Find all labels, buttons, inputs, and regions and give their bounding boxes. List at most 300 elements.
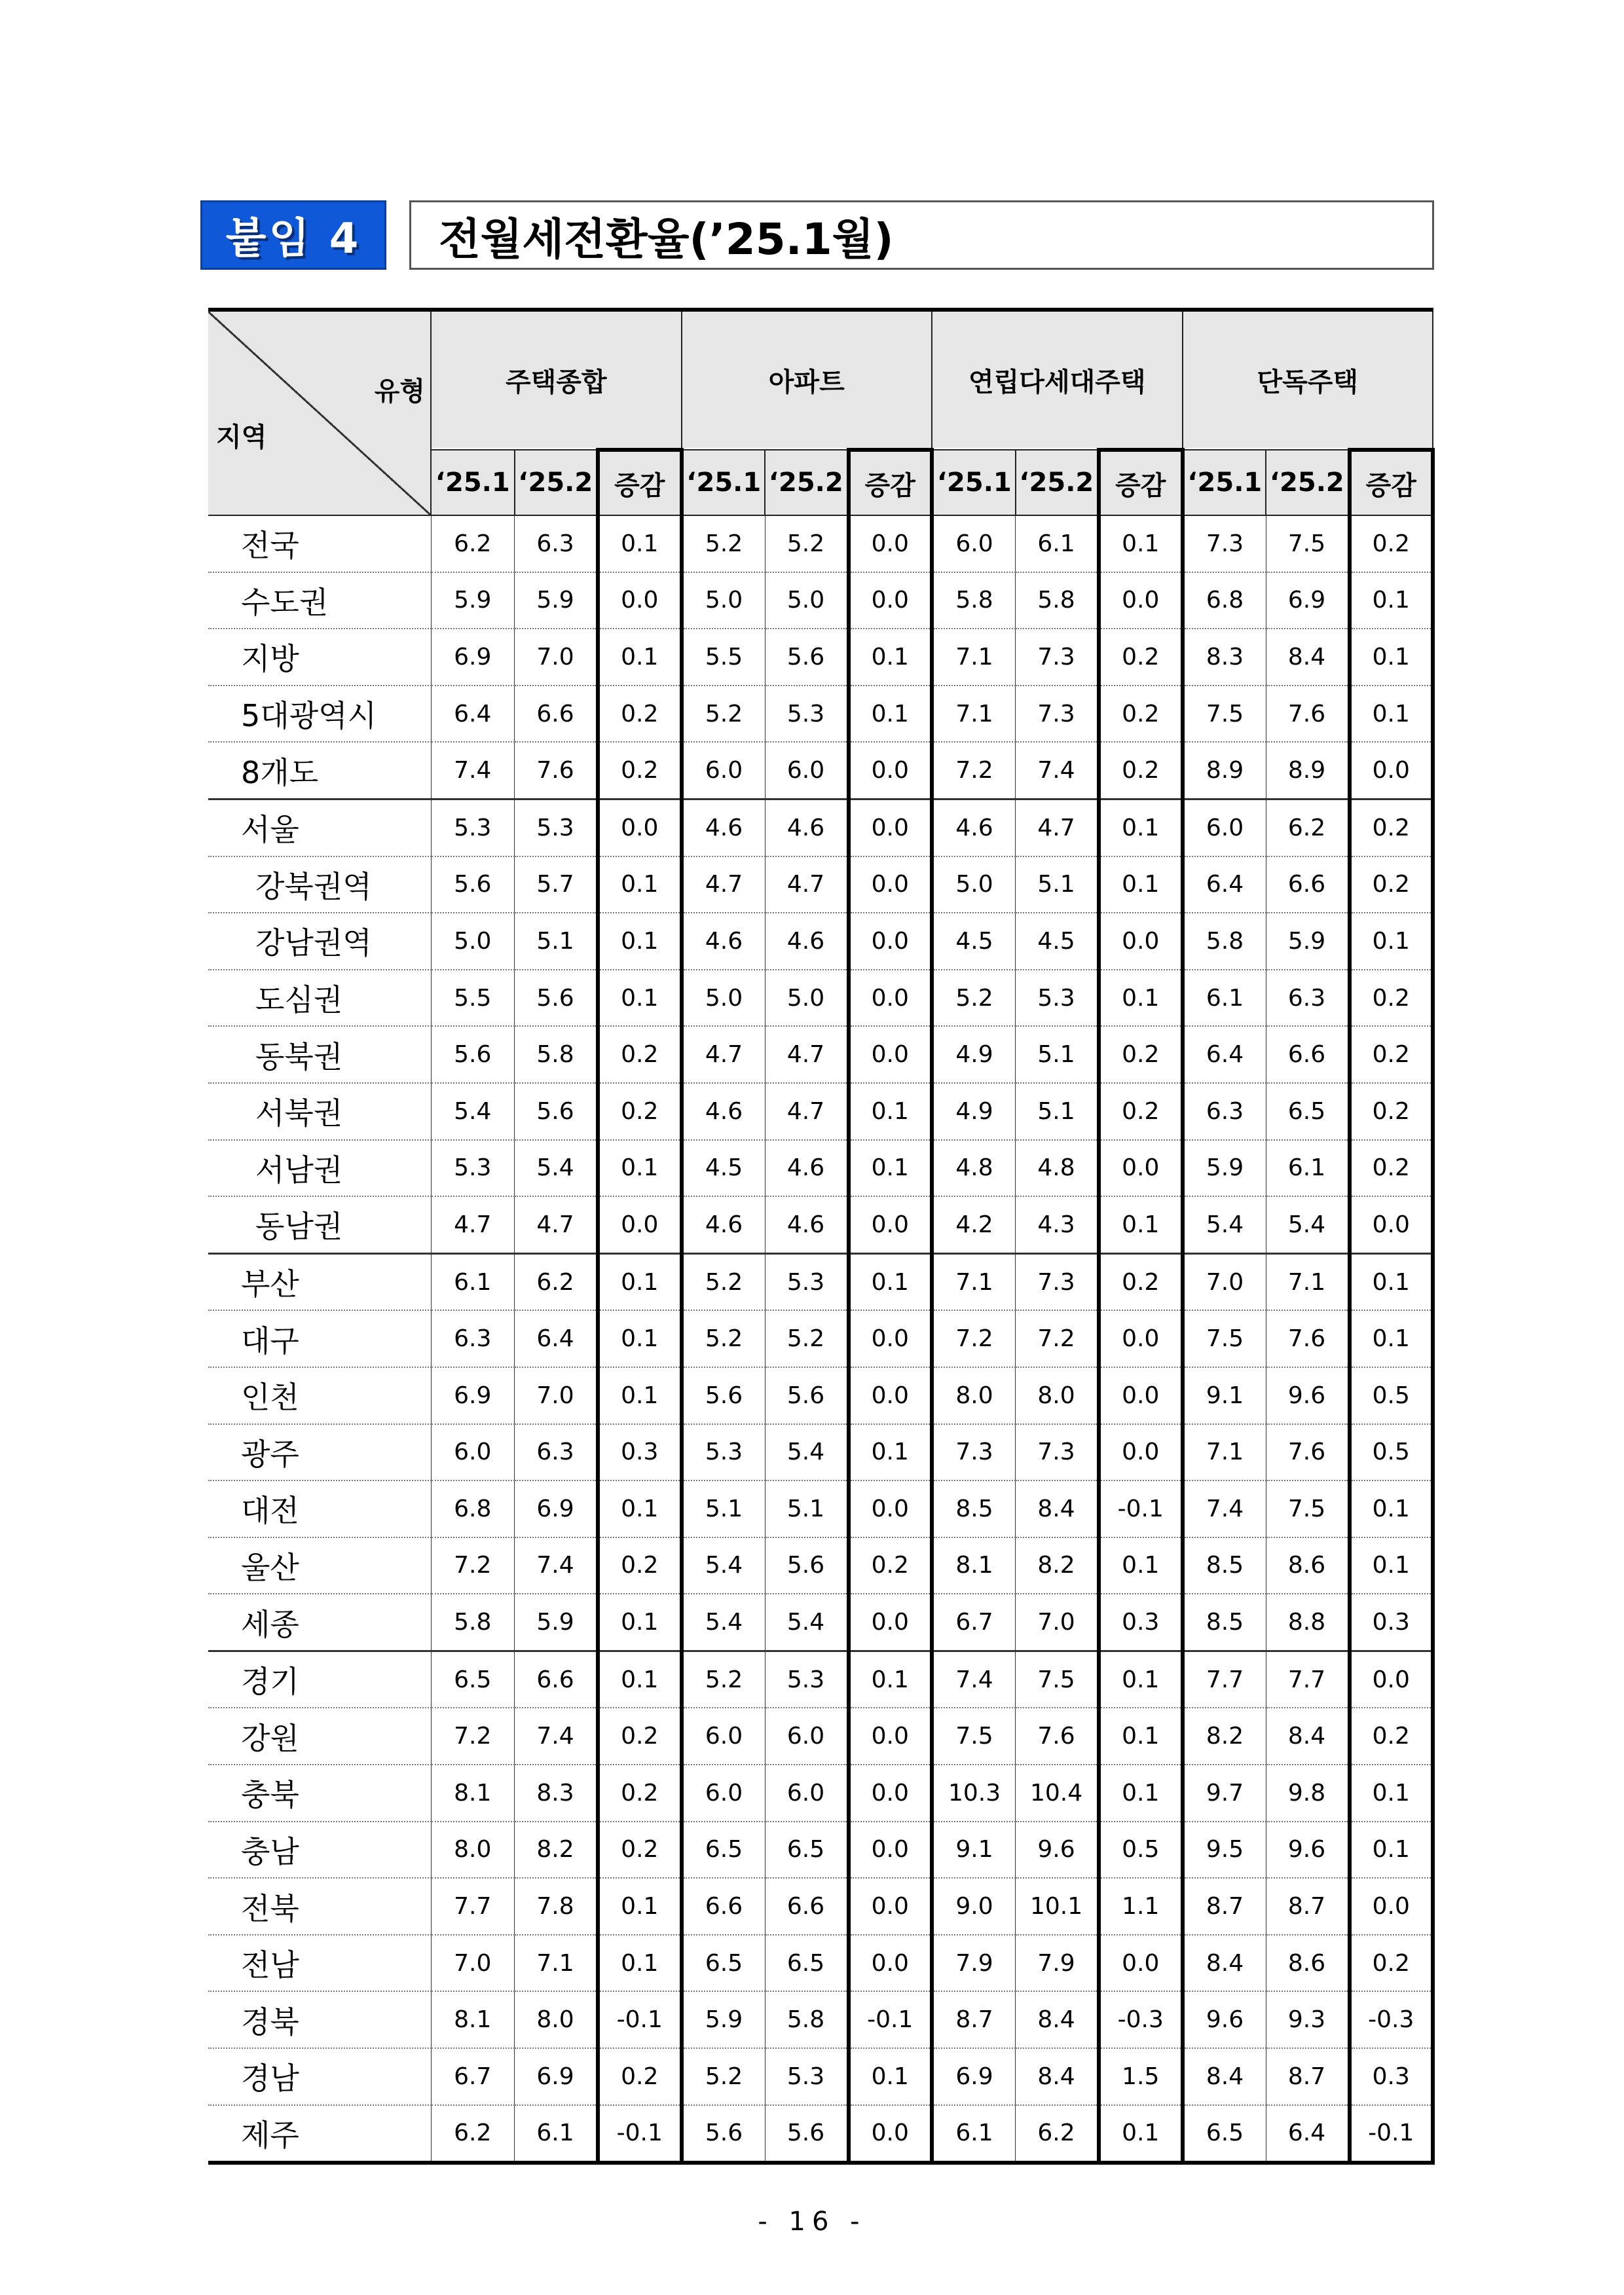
change-value-cell: 0.2 [1350, 1935, 1433, 1992]
rate-value-cell: 6.1 [932, 2105, 1016, 2163]
rate-value-cell: 7.0 [515, 629, 599, 686]
change-value-cell: 0.0 [849, 1765, 932, 1822]
category-header: 주택종합 [431, 310, 682, 450]
rate-value-cell: 6.6 [765, 1878, 849, 1935]
change-value-cell: 0.0 [849, 1310, 932, 1367]
change-value-cell: 0.1 [1350, 1310, 1433, 1367]
change-value-cell: 0.0 [849, 1480, 932, 1537]
rate-value-cell: 5.6 [765, 629, 849, 686]
change-value-cell: 0.1 [849, 1651, 932, 1708]
rate-value-cell: 5.6 [682, 1367, 766, 1424]
rate-value-cell: 5.6 [765, 2105, 849, 2163]
change-value-cell: 0.0 [849, 1367, 932, 1424]
rate-value-cell: 6.9 [515, 2048, 599, 2105]
rate-value-cell: 6.8 [1183, 572, 1266, 629]
rate-value-cell: 5.8 [431, 1594, 515, 1651]
change-value-cell: 0.2 [1350, 799, 1433, 856]
change-value-cell: 0.1 [1099, 1765, 1183, 1822]
rate-value-cell: 8.9 [1183, 742, 1266, 799]
rate-value-cell: 7.7 [1266, 1651, 1350, 1708]
rate-value-cell: 7.5 [1266, 1480, 1350, 1537]
rate-value-cell: 6.8 [431, 1480, 515, 1537]
rate-value-cell: 6.9 [515, 1480, 599, 1537]
change-value-cell: 0.2 [1350, 1140, 1433, 1197]
region-name-cell: 강원 [208, 1708, 431, 1765]
rate-value-cell: 5.2 [682, 1253, 766, 1310]
table-row [208, 515, 1433, 572]
rate-value-cell: 8.0 [515, 1991, 599, 2048]
table-row [208, 799, 1433, 856]
rate-value-cell: 5.2 [682, 1651, 766, 1708]
rate-value-cell: 6.4 [1183, 856, 1266, 913]
region-name-cell: 서울 [208, 799, 431, 856]
rate-value-cell: 6.7 [431, 2048, 515, 2105]
rate-value-cell: 5.5 [682, 629, 766, 686]
table-row [208, 1765, 1433, 1822]
rate-value-cell: 7.0 [1016, 1594, 1099, 1651]
rate-value-cell: 7.3 [932, 1424, 1016, 1481]
rate-value-cell: 8.4 [1183, 1935, 1266, 1992]
change-value-cell: 0.1 [598, 1480, 682, 1537]
region-name-cell: 수도권 [208, 572, 431, 629]
period-column-header: ‘25.1 [431, 450, 515, 515]
change-value-cell: -0.1 [598, 1991, 682, 2048]
change-value-cell: 0.2 [1099, 686, 1183, 743]
rate-value-cell: 6.5 [1183, 2105, 1266, 2163]
rate-value-cell: 4.6 [765, 799, 849, 856]
rate-value-cell: 7.4 [932, 1651, 1016, 1708]
rate-value-cell: 5.6 [682, 2105, 766, 2163]
change-value-cell: 1.5 [1099, 2048, 1183, 2105]
rate-value-cell: 7.4 [515, 1708, 599, 1765]
rate-value-cell: 5.3 [765, 2048, 849, 2105]
rate-value-cell: 6.4 [1266, 2105, 1350, 2163]
rate-value-cell: 7.3 [1016, 1424, 1099, 1481]
table-row [208, 1594, 1433, 1651]
rate-value-cell: 9.0 [932, 1878, 1016, 1935]
region-name-cell: 경북 [208, 1991, 431, 2048]
change-value-cell: 0.1 [598, 1367, 682, 1424]
period-column-header: ‘25.2 [1266, 450, 1350, 515]
rate-value-cell: 8.4 [1016, 2048, 1099, 2105]
change-value-cell: 0.1 [598, 629, 682, 686]
rate-value-cell: 5.0 [682, 970, 766, 1027]
change-column-header: 증감 [849, 450, 932, 515]
rate-value-cell: 8.7 [1266, 2048, 1350, 2105]
change-value-cell: 0.2 [1350, 856, 1433, 913]
rate-value-cell: 7.0 [431, 1935, 515, 1992]
region-name-cell: 강남권역 [208, 913, 431, 970]
region-name-cell: 제주 [208, 2105, 431, 2163]
header-row-categories [208, 310, 1433, 450]
rate-value-cell: 6.2 [431, 515, 515, 572]
rate-value-cell: 6.5 [682, 1822, 766, 1879]
region-name-cell: 대구 [208, 1310, 431, 1367]
change-value-cell: 0.0 [1099, 1424, 1183, 1481]
rate-value-cell: 5.3 [431, 1140, 515, 1197]
change-value-cell: 0.1 [598, 856, 682, 913]
rate-value-cell: 6.1 [431, 1253, 515, 1310]
rate-value-cell: 7.0 [1183, 1253, 1266, 1310]
rate-value-cell: 5.6 [431, 856, 515, 913]
table-row [208, 1367, 1433, 1424]
rate-value-cell: 6.2 [515, 1253, 599, 1310]
change-value-cell: 0.1 [1350, 1537, 1433, 1594]
rate-value-cell: 7.6 [1016, 1708, 1099, 1765]
rate-value-cell: 6.6 [1266, 1026, 1350, 1083]
change-value-cell: 0.0 [598, 799, 682, 856]
rate-value-cell: 9.1 [932, 1822, 1016, 1879]
change-value-cell: 0.2 [1350, 970, 1433, 1027]
category-header: 단독주택 [1183, 310, 1433, 450]
change-value-cell: 0.0 [1350, 1196, 1433, 1253]
change-value-cell: 0.0 [849, 1026, 932, 1083]
table-row [208, 2048, 1433, 2105]
change-value-cell: 0.1 [1099, 1651, 1183, 1708]
page-number: - 16 - [758, 2207, 866, 2237]
rate-value-cell: 6.5 [1266, 1083, 1350, 1140]
rate-value-cell: 6.1 [1266, 1140, 1350, 1197]
change-value-cell: 0.2 [598, 1765, 682, 1822]
rate-value-cell: 4.6 [765, 1140, 849, 1197]
rate-value-cell: 5.3 [765, 1253, 849, 1310]
table-row [208, 1196, 1433, 1253]
page-title: 전월세전환율(’25.1월) [409, 200, 1434, 270]
rate-value-cell: 8.6 [1266, 1537, 1350, 1594]
change-value-cell: 0.0 [849, 1822, 932, 1879]
rate-value-cell: 10.4 [1016, 1765, 1099, 1822]
rate-value-cell: 7.8 [515, 1878, 599, 1935]
rate-value-cell: 7.1 [932, 629, 1016, 686]
region-name-cell: 도심권 [208, 970, 431, 1027]
rate-value-cell: 6.5 [682, 1935, 766, 1992]
change-value-cell: 0.0 [1099, 1310, 1183, 1367]
change-value-cell: 0.1 [849, 1083, 932, 1140]
rate-value-cell: 6.5 [765, 1935, 849, 1992]
rate-value-cell: 6.0 [682, 1765, 766, 1822]
rate-value-cell: 4.7 [765, 856, 849, 913]
rate-value-cell: 7.4 [1016, 742, 1099, 799]
region-name-cell: 경기 [208, 1651, 431, 1708]
region-name-cell: 서북권 [208, 1083, 431, 1140]
period-column-header: ‘25.2 [515, 450, 599, 515]
rate-value-cell: 9.8 [1266, 1765, 1350, 1822]
change-value-cell: 0.0 [1099, 572, 1183, 629]
rate-value-cell: 7.0 [515, 1367, 599, 1424]
rate-value-cell: 6.0 [1183, 799, 1266, 856]
region-name-cell: 지방 [208, 629, 431, 686]
change-value-cell: 0.1 [598, 1651, 682, 1708]
region-name-cell: 5대광역시 [208, 686, 431, 743]
rate-value-cell: 9.3 [1266, 1991, 1350, 2048]
change-value-cell: 0.1 [1350, 572, 1433, 629]
rate-value-cell: 6.2 [1266, 799, 1350, 856]
rate-value-cell: 6.0 [765, 1765, 849, 1822]
rate-value-cell: 5.1 [515, 913, 599, 970]
table-row [208, 742, 1433, 799]
rate-value-cell: 6.6 [515, 686, 599, 743]
rate-value-cell: 10.1 [1016, 1878, 1099, 1935]
rate-value-cell: 9.5 [1183, 1822, 1266, 1879]
change-value-cell: 0.2 [598, 1708, 682, 1765]
rate-value-cell: 5.4 [1266, 1196, 1350, 1253]
rate-value-cell: 4.7 [765, 1083, 849, 1140]
rate-value-cell: 7.9 [932, 1935, 1016, 1992]
rate-value-cell: 8.2 [515, 1822, 599, 1879]
table-row [208, 1537, 1433, 1594]
change-value-cell: 0.0 [1099, 913, 1183, 970]
change-value-cell: 0.1 [849, 629, 932, 686]
rate-value-cell: 5.9 [515, 572, 599, 629]
rate-value-cell: 4.5 [1016, 913, 1099, 970]
rate-value-cell: 5.4 [431, 1083, 515, 1140]
change-value-cell: 0.0 [849, 742, 932, 799]
rate-value-cell: 5.4 [765, 1594, 849, 1651]
rate-value-cell: 8.1 [431, 1765, 515, 1822]
change-value-cell: 0.1 [598, 1935, 682, 1992]
change-value-cell: 0.2 [1350, 1708, 1433, 1765]
region-name-cell: 서남권 [208, 1140, 431, 1197]
rate-value-cell: 5.0 [765, 970, 849, 1027]
rate-value-cell: 6.3 [1183, 1083, 1266, 1140]
rate-value-cell: 7.5 [1183, 1310, 1266, 1367]
change-value-cell: 0.1 [1350, 1765, 1433, 1822]
rate-value-cell: 6.1 [1016, 515, 1099, 572]
change-value-cell: 0.0 [849, 1708, 932, 1765]
rate-value-cell: 7.1 [1266, 1253, 1350, 1310]
rate-value-cell: 6.4 [1183, 1026, 1266, 1083]
table-row [208, 1651, 1433, 1708]
change-value-cell: 0.1 [1099, 799, 1183, 856]
rate-value-cell: 5.0 [431, 913, 515, 970]
rate-value-cell: 8.4 [1266, 1708, 1350, 1765]
table-row [208, 1253, 1433, 1310]
rate-value-cell: 6.4 [431, 686, 515, 743]
rate-value-cell: 8.0 [932, 1367, 1016, 1424]
change-value-cell: -0.1 [1350, 2105, 1433, 2163]
region-name-cell: 부산 [208, 1253, 431, 1310]
change-value-cell: -0.1 [849, 1991, 932, 2048]
table-row [208, 1708, 1433, 1765]
change-value-cell: 0.2 [849, 1537, 932, 1594]
rate-value-cell: 7.2 [431, 1537, 515, 1594]
table-row [208, 970, 1433, 1027]
rate-value-cell: 4.9 [932, 1083, 1016, 1140]
table-row [208, 1026, 1433, 1083]
change-value-cell: 0.1 [1099, 515, 1183, 572]
region-name-cell: 충남 [208, 1822, 431, 1879]
rate-value-cell: 5.6 [515, 1083, 599, 1140]
region-name-cell: 강북권역 [208, 856, 431, 913]
rate-value-cell: 7.3 [1183, 515, 1266, 572]
rate-value-cell: 5.1 [765, 1480, 849, 1537]
rate-value-cell: 5.5 [431, 970, 515, 1027]
change-value-cell: 0.1 [1350, 629, 1433, 686]
rate-value-cell: 6.2 [1016, 2105, 1099, 2163]
rate-value-cell: 6.1 [1183, 970, 1266, 1027]
rate-value-cell: 8.7 [1266, 1878, 1350, 1935]
rate-value-cell: 7.3 [1016, 629, 1099, 686]
change-value-cell: 1.1 [1099, 1878, 1183, 1935]
rate-value-cell: 8.2 [1016, 1537, 1099, 1594]
rate-value-cell: 7.4 [1183, 1480, 1266, 1537]
change-value-cell: 0.0 [1099, 1140, 1183, 1197]
rate-value-cell: 6.6 [682, 1878, 766, 1935]
rate-value-cell: 6.0 [682, 742, 766, 799]
rate-value-cell: 6.0 [431, 1424, 515, 1481]
change-value-cell: 0.1 [1099, 1537, 1183, 1594]
rate-value-cell: 5.9 [682, 1991, 766, 2048]
change-value-cell: 0.2 [598, 1537, 682, 1594]
change-value-cell: 0.0 [598, 1196, 682, 1253]
rate-value-cell: 6.5 [431, 1651, 515, 1708]
table-row [208, 1935, 1433, 1992]
rate-value-cell: 6.2 [431, 2105, 515, 2163]
rate-value-cell: 9.7 [1183, 1765, 1266, 1822]
change-value-cell: 0.0 [849, 515, 932, 572]
change-value-cell: 0.1 [598, 1310, 682, 1367]
table-row [208, 686, 1433, 743]
rate-value-cell: 4.7 [682, 1026, 766, 1083]
change-value-cell: 0.0 [849, 799, 932, 856]
rate-value-cell: 4.6 [682, 799, 766, 856]
corner-region-label: 지역 [216, 422, 267, 452]
rate-value-cell: 7.4 [515, 1537, 599, 1594]
region-name-cell: 동남권 [208, 1196, 431, 1253]
rate-value-cell: 5.1 [1016, 1083, 1099, 1140]
region-name-cell: 전북 [208, 1878, 431, 1935]
change-value-cell: 0.0 [849, 572, 932, 629]
change-value-cell: -0.3 [1099, 1991, 1183, 2048]
rate-value-cell: 7.5 [1266, 515, 1350, 572]
rate-value-cell: 4.7 [765, 1026, 849, 1083]
rate-value-cell: 5.0 [682, 572, 766, 629]
rate-value-cell: 7.3 [1016, 1253, 1099, 1310]
change-value-cell: 0.1 [1350, 1822, 1433, 1879]
change-value-cell: 0.0 [1099, 1367, 1183, 1424]
change-value-cell: -0.1 [598, 2105, 682, 2163]
rate-value-cell: 7.7 [1183, 1651, 1266, 1708]
change-value-cell: 0.1 [1099, 1196, 1183, 1253]
change-value-cell: 0.2 [598, 1026, 682, 1083]
region-name-cell: 전국 [208, 515, 431, 572]
change-value-cell: 0.2 [598, 1822, 682, 1879]
change-value-cell: 0.0 [849, 1878, 932, 1935]
rate-value-cell: 5.6 [515, 970, 599, 1027]
region-name-cell: 세종 [208, 1594, 431, 1651]
rate-value-cell: 5.3 [682, 1424, 766, 1481]
rate-value-cell: 5.4 [682, 1594, 766, 1651]
region-name-cell: 경남 [208, 2048, 431, 2105]
change-value-cell: 0.1 [849, 1253, 932, 1310]
change-value-cell: 0.1 [598, 1140, 682, 1197]
table-row [208, 2105, 1433, 2163]
change-value-cell: 0.2 [1099, 629, 1183, 686]
rate-value-cell: 8.7 [1183, 1878, 1266, 1935]
change-value-cell: 0.1 [1099, 856, 1183, 913]
conversion-rate-table [208, 308, 1435, 2165]
rate-value-cell: 6.9 [431, 1367, 515, 1424]
rate-value-cell: 5.3 [765, 1651, 849, 1708]
rate-value-cell: 8.5 [1183, 1537, 1266, 1594]
rate-value-cell: 8.4 [1016, 1480, 1099, 1537]
change-value-cell: 0.0 [598, 572, 682, 629]
region-name-cell: 전남 [208, 1935, 431, 1992]
rate-value-cell: 4.7 [682, 856, 766, 913]
change-value-cell: 0.3 [1350, 2048, 1433, 2105]
rate-value-cell: 7.5 [1183, 686, 1266, 743]
change-value-cell: 0.2 [598, 742, 682, 799]
period-column-header: ‘25.1 [1183, 450, 1266, 515]
rate-value-cell: 8.0 [1016, 1367, 1099, 1424]
region-name-cell: 인천 [208, 1367, 431, 1424]
rate-value-cell: 5.0 [765, 572, 849, 629]
rate-value-cell: 9.6 [1016, 1822, 1099, 1879]
rate-value-cell: 5.2 [682, 686, 766, 743]
rate-value-cell: 7.5 [1016, 1651, 1099, 1708]
rate-value-cell: 7.6 [1266, 1310, 1350, 1367]
rate-value-cell: 5.4 [765, 1424, 849, 1481]
rate-value-cell: 9.6 [1183, 1991, 1266, 2048]
change-value-cell: 0.0 [849, 1594, 932, 1651]
period-column-header: ‘25.1 [932, 450, 1016, 515]
change-column-header: 증감 [1350, 450, 1433, 515]
rate-value-cell: 6.3 [515, 1424, 599, 1481]
rate-value-cell: 6.3 [515, 515, 599, 572]
rate-value-cell: 9.1 [1183, 1367, 1266, 1424]
appendix-badge: 붙임 4 [200, 200, 386, 270]
rate-value-cell: 6.0 [765, 742, 849, 799]
change-value-cell: 0.0 [1350, 1651, 1433, 1708]
change-value-cell: 0.2 [1350, 1026, 1433, 1083]
rate-value-cell: 5.1 [1016, 856, 1099, 913]
rate-value-cell: 5.7 [515, 856, 599, 913]
rate-value-cell: 7.2 [932, 742, 1016, 799]
region-name-cell: 울산 [208, 1537, 431, 1594]
table-row [208, 572, 1433, 629]
rate-value-cell: 4.6 [682, 913, 766, 970]
rate-value-cell: 5.0 [932, 856, 1016, 913]
region-name-cell: 광주 [208, 1424, 431, 1481]
table-row [208, 1083, 1433, 1140]
rate-value-cell: 6.9 [431, 629, 515, 686]
rate-value-cell: 5.9 [1266, 913, 1350, 970]
corner-type-label: 유형 [374, 376, 425, 407]
rate-value-cell: 4.6 [765, 913, 849, 970]
rate-value-cell: 5.3 [515, 799, 599, 856]
rate-value-cell: 5.8 [932, 572, 1016, 629]
change-value-cell: 0.1 [1099, 1708, 1183, 1765]
rate-value-cell: 8.5 [932, 1480, 1016, 1537]
rate-value-cell: 5.8 [1183, 913, 1266, 970]
rate-value-cell: 5.6 [765, 1367, 849, 1424]
change-value-cell: 0.0 [1350, 742, 1433, 799]
table-row [208, 856, 1433, 913]
rate-value-cell: 7.1 [1183, 1424, 1266, 1481]
region-name-cell: 충북 [208, 1765, 431, 1822]
change-column-header: 증감 [1099, 450, 1183, 515]
rate-value-cell: 8.4 [1266, 629, 1350, 686]
rate-value-cell: 8.3 [1183, 629, 1266, 686]
rate-value-cell: 4.6 [682, 1083, 766, 1140]
change-value-cell: 0.2 [1350, 1083, 1433, 1140]
change-column-header: 증감 [598, 450, 682, 515]
rate-value-cell: 6.9 [1266, 572, 1350, 629]
category-header: 연립다세대주택 [932, 310, 1183, 450]
rate-value-cell: 5.4 [682, 1537, 766, 1594]
rate-value-cell: 5.8 [765, 1991, 849, 2048]
table-row [208, 1140, 1433, 1197]
